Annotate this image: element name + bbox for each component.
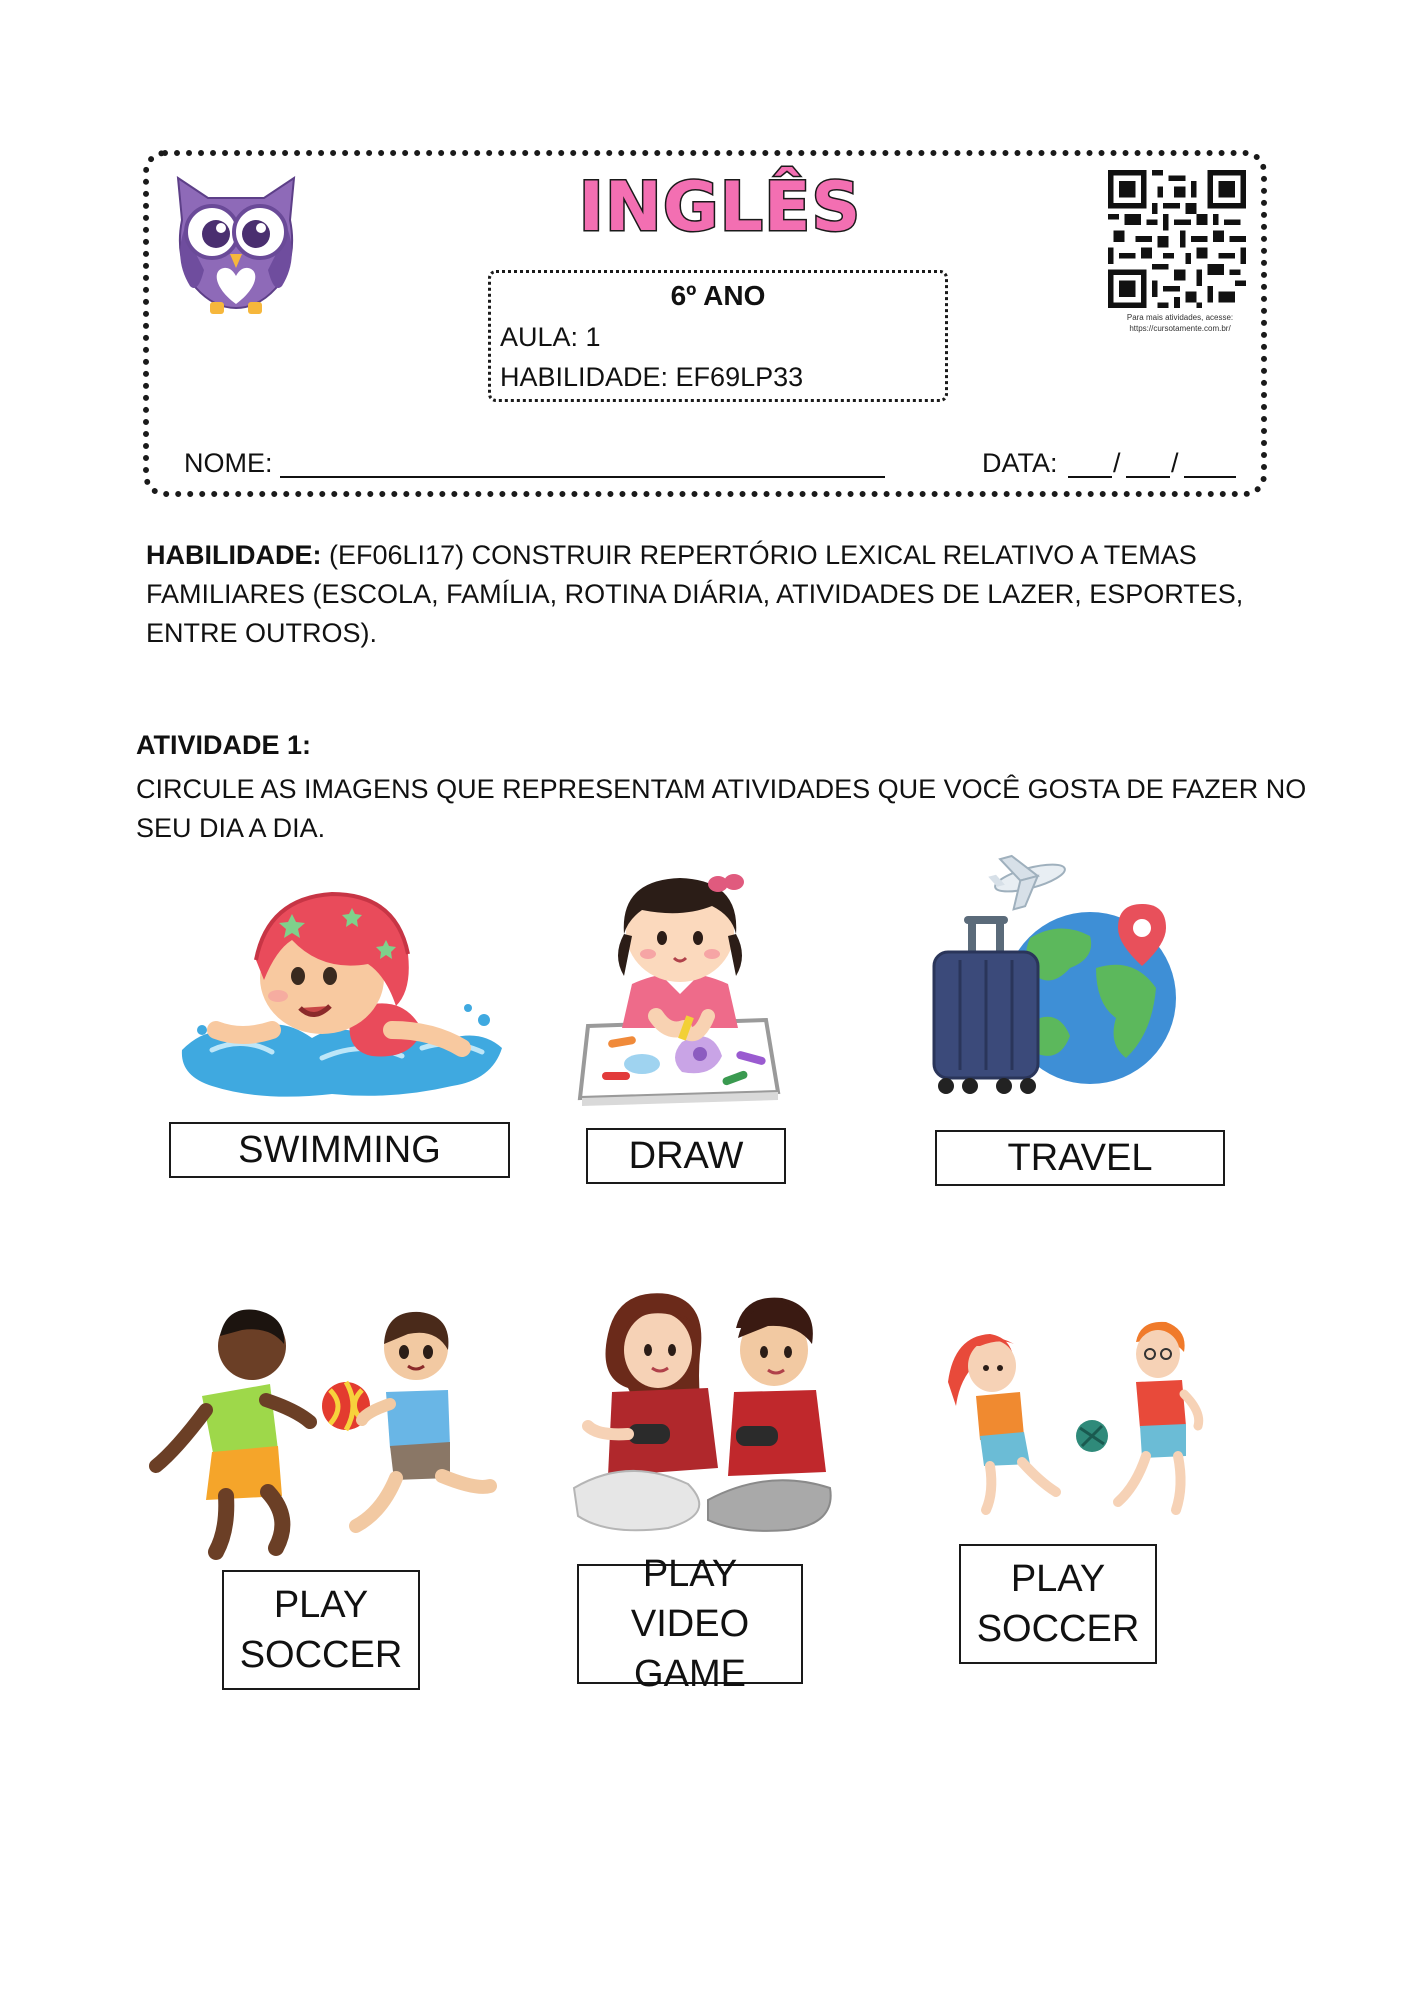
item-play-video-game-label-line2: GAME <box>634 1653 746 1695</box>
date-month-field[interactable] <box>1126 476 1170 478</box>
activity-instruction: CIRCULE AS IMAGENS QUE REPRESENTAM ATIVIDADES QUE VOCÊ GOSTA DE FAZER NO SEU DIA A DIA. <box>136 774 1307 843</box>
nome-label: NOME: <box>184 448 273 478</box>
date-slash: / <box>1113 448 1121 478</box>
kids-playing-ball-icon[interactable] <box>146 1300 500 1560</box>
owl-mascot-icon <box>168 170 304 318</box>
drawing-girl-icon[interactable] <box>572 866 792 1110</box>
item-travel-label[interactable]: TRAVEL <box>935 1130 1225 1186</box>
data-label: DATA: <box>982 448 1058 478</box>
page-title: INGLÊS <box>578 168 862 247</box>
skill-label: HABILIDADE: <box>146 540 322 570</box>
habilidade-code-label: HABILIDADE: EF69LP33 <box>500 362 804 392</box>
item-play-video-game-label[interactable] <box>577 1553 803 1695</box>
qr-note <box>1090 312 1270 334</box>
kids-playing-soccer-icon[interactable] <box>940 1316 1208 1526</box>
date-slash: / <box>1171 448 1179 478</box>
travel-globe-suitcase-icon[interactable] <box>920 848 1182 1096</box>
swimming-girl-icon[interactable] <box>172 880 508 1106</box>
nome-field[interactable] <box>280 476 885 478</box>
date-day-field[interactable] <box>1068 476 1112 478</box>
skill-text: (EF06LI17) CONSTRUIR REPERTÓRIO LEXICAL RELATIVO A TEMAS FAMILIARES (ESCOLA, FAMÍLIA, ROTINA DIÁRIA, ATIVIDADES DE LAZER, ESPORTES, ENTRE OUTROS). <box>146 540 1244 648</box>
aula-label: AULA: 1 <box>500 322 601 352</box>
skill-description <box>146 536 1266 653</box>
item-swimming-label[interactable]: SWIMMING <box>169 1122 510 1178</box>
item-play-video-game-label-line1: PLAY VIDEO <box>630 1553 750 1645</box>
item-play-soccer-1-label-line1: PLAY <box>273 1584 369 1626</box>
qr-note-line2[interactable]: https://cursotamente.com.br/ <box>1129 324 1231 333</box>
item-play-soccer-2-label-line2: SOCCER <box>976 1608 1140 1650</box>
date-year-field[interactable] <box>1184 476 1236 478</box>
qr-note-line1: Para mais atividades, acesse: <box>1126 313 1234 322</box>
kids-playing-videogame-icon[interactable] <box>568 1288 838 1540</box>
item-play-soccer-1-label[interactable] <box>222 1570 420 1690</box>
item-play-soccer-2-label[interactable] <box>959 1544 1157 1664</box>
grade-label: 6º ANO <box>670 280 766 311</box>
qr-code-icon[interactable] <box>1108 170 1246 308</box>
activity-title: ATIVIDADE 1: <box>136 730 312 760</box>
item-play-soccer-1-label-line2: SOCCER <box>239 1634 403 1676</box>
item-play-soccer-2-label-line1: PLAY <box>1010 1558 1106 1600</box>
item-draw-label[interactable]: DRAW <box>586 1128 786 1184</box>
